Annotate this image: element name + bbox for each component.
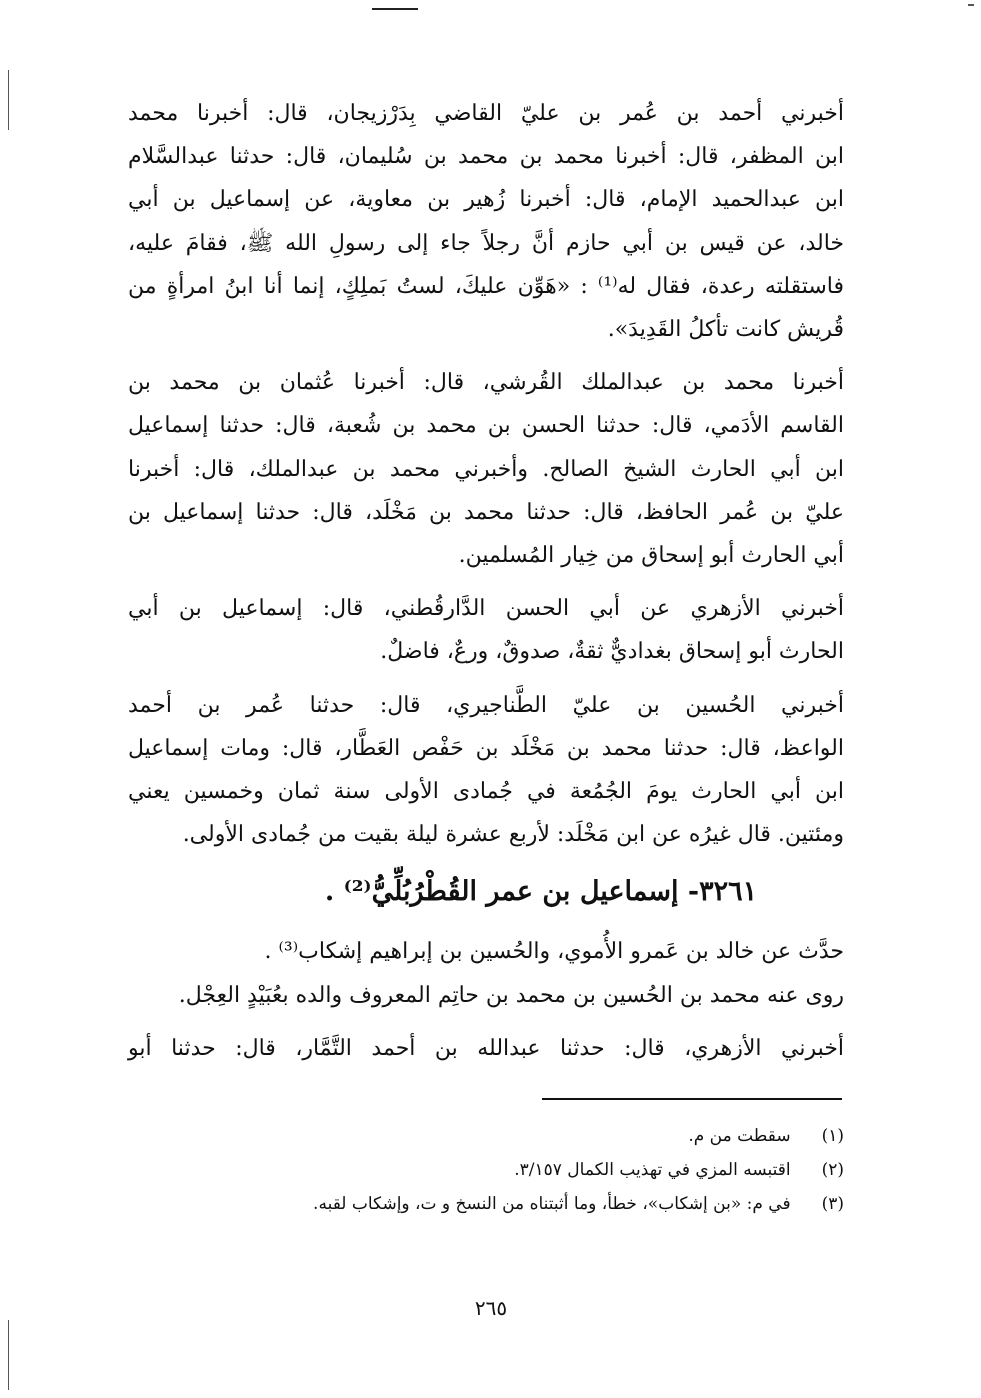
text-line: أخبرني أحمد بن عُمر بن عليّ القاضي بِدَرْزيجان، قال: أخبرنا محمد [128,101,844,126]
text-line: أخبرنا محمد بن عبدالملك القُرشي، قال: أخبرنا عُثمان بن محمد بن [128,370,844,396]
paragraph-4 [128,684,844,857]
text-line: ومئتين. قال غيرُه عن ابن مَخْلَد: لأربع عشرة ليلة بقيت من جُمادى الأولى. [182,822,844,848]
footnote-text: في م: «بن إشكاب»، خطأ، وما أثبتناه من النسخ و ت، وإشكاب لقبه. [313,1194,791,1214]
text-line: أبي الحارث أبو إسحاق من خِيار المُسلمين. [458,543,844,569]
footnote-number: (٣) [821,1194,844,1214]
text-line: عليّ بن عُمر الحافظ، قال: حدثنا محمد بن مَخْلَد، قال: حدثنا إسماعيل بن [128,499,844,525]
paragraph-1 [128,92,844,351]
page-number: ٢٦٥ [474,1296,508,1320]
paragraph-6 [128,1027,844,1070]
text-line: خالد، عن قيس بن أبي حازم أنَّ رجلاً جاء إلى رسولِ الله ﷺ، فقامَ عليه، [128,230,844,256]
top-rule [372,8,418,10]
text-line: ابن عبدالحميد الإمام، قال: أخبرنا زُهير بن معاوية، عن إسماعيل بن أبي [128,187,844,213]
footnote-text: سقطت من م. [688,1126,791,1146]
footnote-separator [542,1098,842,1100]
text-line: الحارث أبو إسحاق بغداديٌّ ثقةٌ، صدوقٌ، ورعٌ، فاضلٌ. [380,639,844,665]
text-line: فاستقلته رعدة، فقال له⁽¹⁾ : «هَوِّن عليكَ، لستُ بَملِكٍ، إنما أنا ابنُ امرأةٍ من [128,273,844,299]
footnote-number: (١) [821,1126,844,1146]
footnote-1 [200,1119,844,1153]
paragraph-2 [128,361,844,577]
text-line: حدَّث عن خالد بن عَمرو الأُموي، والحُسين بن إبراهيم إشكاب⁽³⁾ . [264,939,844,965]
text-line: القاسم الأدَمي، قال: حدثنا الحسن بن محمد بن شُعبة، قال: حدثنا إسماعيل [128,413,844,439]
text-line: ابن أبي الحارث يومَ الجُمُعة في جُمادى الأولى سنة ثمان وخمسين يعني [128,779,844,805]
text-line: أخبرني الأزهري عن أبي الحسن الدَّارقُطني، قال: إسماعيل بن أبي [128,596,844,622]
text-line: أخبرني الأزهري، قال: حدثنا عبدالله بن أحمد التَّمَّار، قال: حدثنا أبو [128,1035,844,1061]
text-line: ابن أبي الحارث الشيخ الصالح. وأخبرني محمد بن عبدالملك، قال: أخبرنا [128,456,844,482]
text-line: روى عنه محمد بن الحُسين بن محمد بن حاتِم المعروف والده بعُبَيْدٍ العِجْل. [178,982,844,1008]
text-line: ابن المظفر، قال: أخبرنا محمد بن محمد بن سُليمان، قال: حدثنا عبدالسَّلام [128,144,844,170]
main-text [128,92,844,1070]
text-line: أخبرني الحُسين بن عليّ الطَّناجيري، قال: حدثنا عُمر بن أحمد [128,692,844,718]
paragraph-3 [128,587,844,673]
scan-edge-mark-left [8,70,9,130]
entry-heading: ٣٢٦١- إسماعيل بن عمر القُطْرُبُلِّيُّ⁽²⁾ . [324,876,758,908]
scan-edge-mark-right [968,4,974,6]
paragraph-5 [128,930,844,1016]
footnotes [200,1119,844,1221]
scan-edge-mark-left-bottom [8,1320,9,1390]
text-line: الواعظ، قال: حدثنا محمد بن مَخْلَد بن حَفْص العَطَّار، قال: ومات إسماعيل [128,735,844,761]
text-line: قُريش كانت تأكلُ القَدِيدَ». [607,317,844,343]
footnote-number: (٢) [821,1160,844,1180]
footnote-2 [200,1153,844,1187]
footnote-3 [200,1187,844,1221]
footnote-text: اقتبسه المزي في تهذيب الكمال ٣/١٥٧. [514,1160,791,1180]
